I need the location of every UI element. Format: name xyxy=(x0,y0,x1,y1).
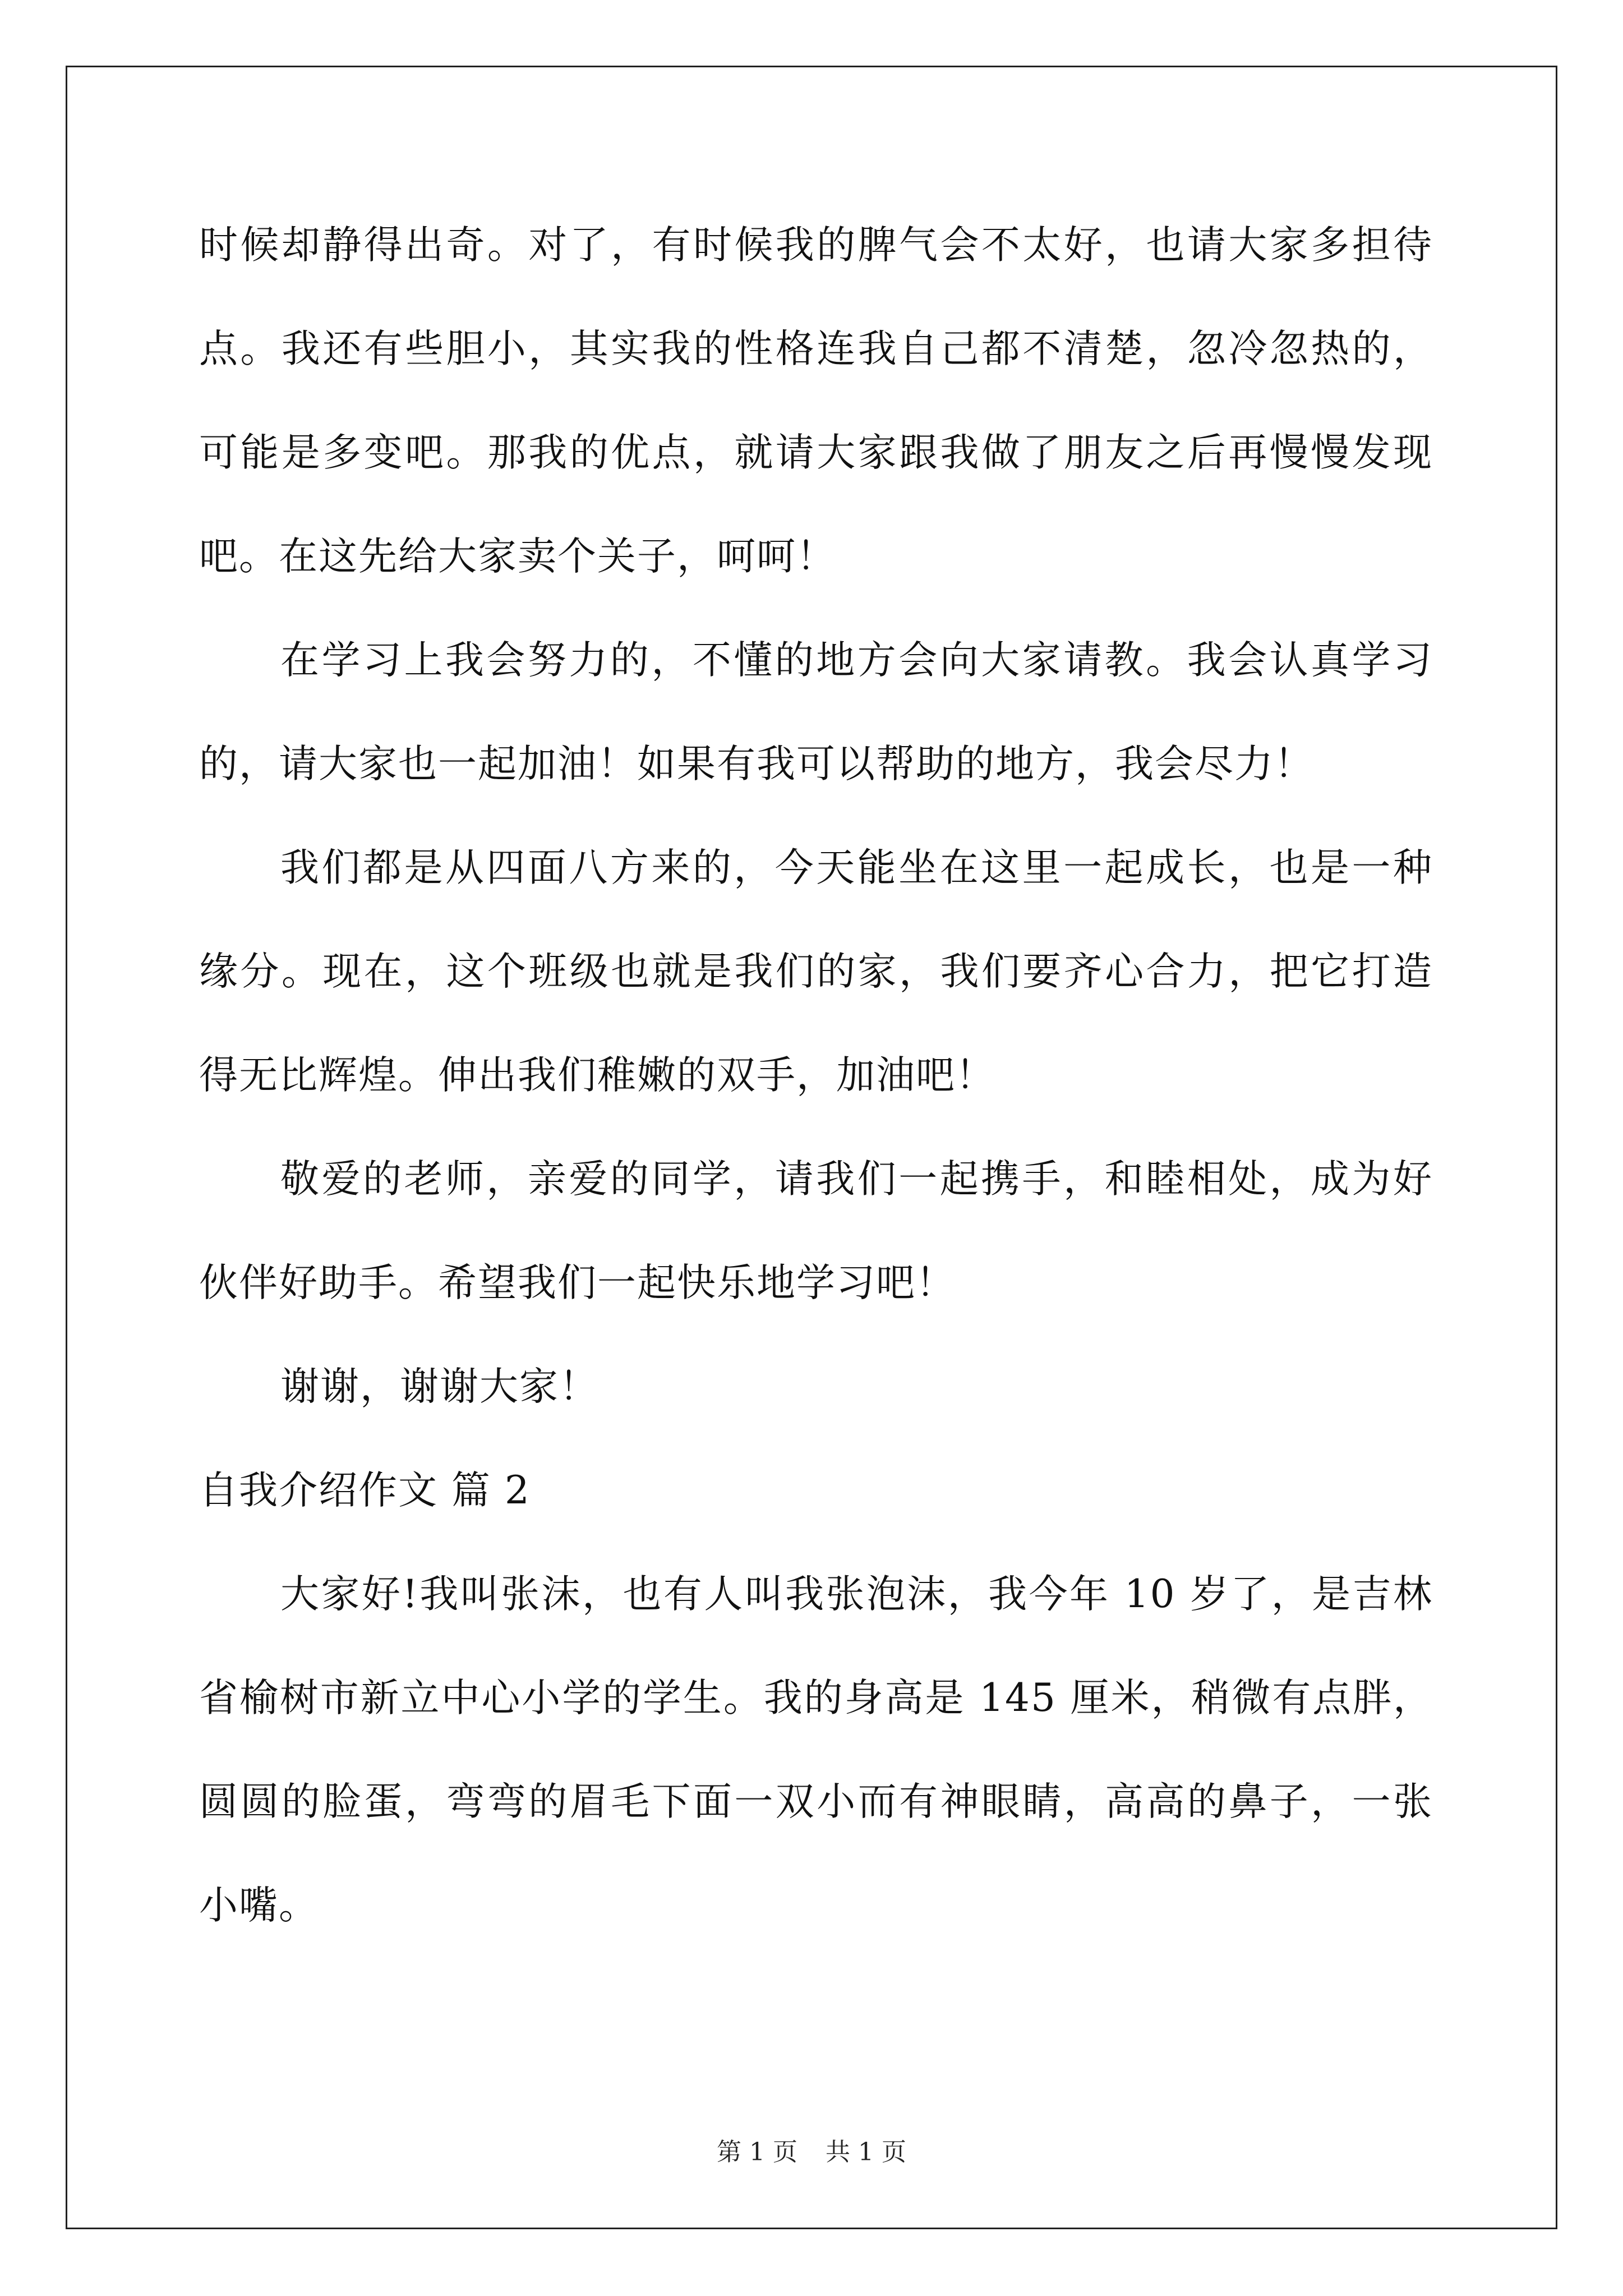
paragraph: 谢谢，谢谢大家！ xyxy=(280,1364,599,1409)
page-footer xyxy=(0,2132,1623,2168)
section-title: 自我介绍作文 篇 2 xyxy=(199,1468,531,1513)
paragraph: 时候却静得出奇。对了，有时候我的脾气会不太好，也请大家多担待点。我还有些胆小，其实我的性格连我自己都不清楚，忽冷忽热的，可能是多变吧。那我的优点，就请大家跟我做了朋友之后再慢慢发现吧。在这先给大家卖个关子，呵呵！ xyxy=(199,223,1433,579)
document-body xyxy=(199,194,1433,1958)
page-total: 共 1 页 xyxy=(826,2138,906,2166)
paragraph: 在学习上我会努力的，不懂的地方会向大家请教。我会认真学习的，请大家也一起加油！如果有我可以帮助的地方，我会尽力！ xyxy=(199,638,1433,786)
page-number: 第 1 页 xyxy=(717,2138,797,2166)
paragraph: 敬爱的老师，亲爱的同学，请我们一起携手，和睦相处，成为好伙伴好助手。希望我们一起快乐地学习吧！ xyxy=(199,1157,1433,1305)
paragraph: 大家好!我叫张沫，也有人叫我张泡沫，我今年 10 岁了，是吉林省榆树市新立中心小学的学生。我的身高是 145 厘米，稍微有点胖，圆圆的脸蛋，弯弯的眉毛下面一双小而有神眼睛，高高的鼻子，一张小嘴。 xyxy=(199,1572,1433,1928)
paragraph: 我们都是从四面八方来的，今天能坐在这里一起成长，也是一种缘分。现在，这个班级也就是我们的家，我们要齐心合力，把它打造得无比辉煌。伸出我们稚嫩的双手，加油吧！ xyxy=(199,845,1433,1098)
